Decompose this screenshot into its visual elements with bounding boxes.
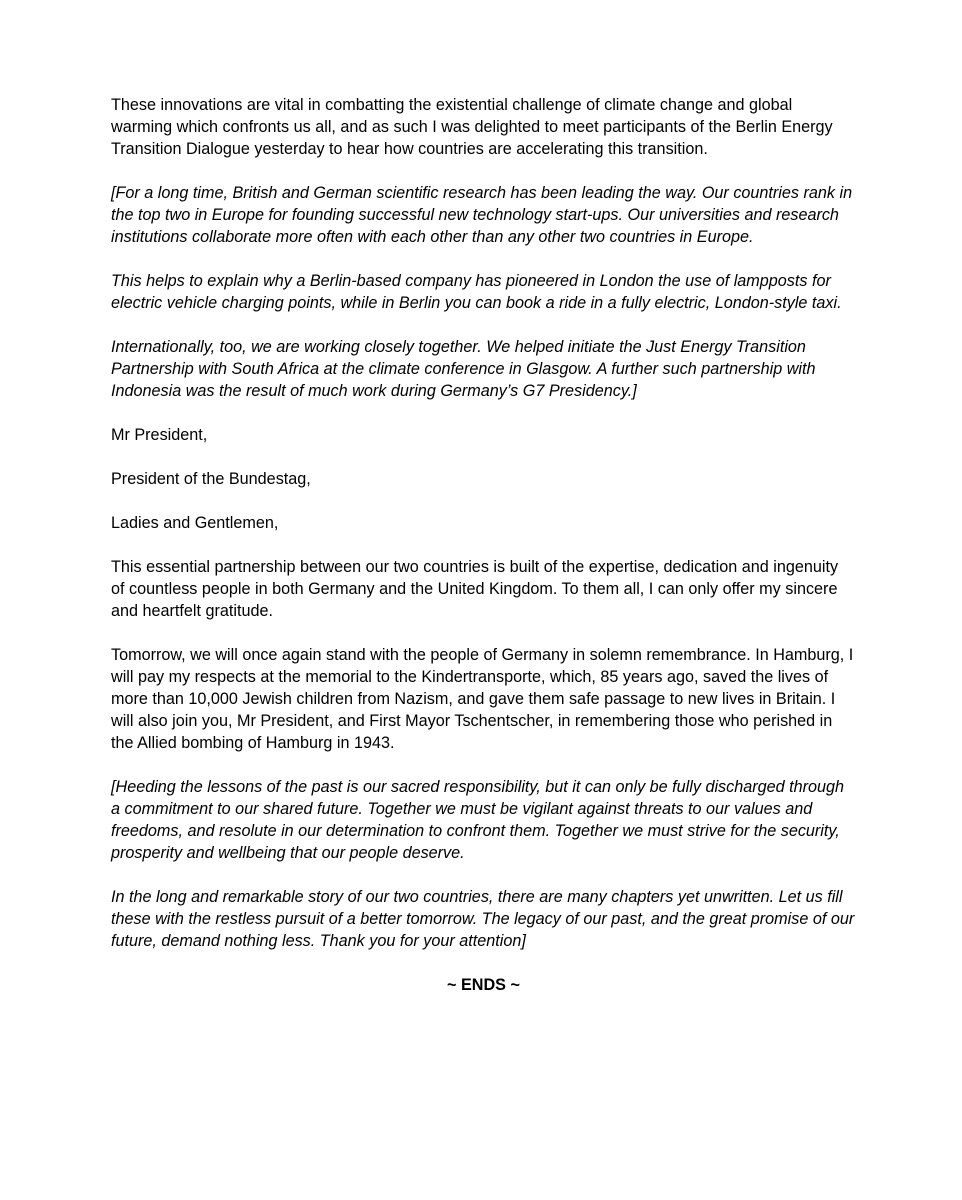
salutation-ladies-gentlemen: Ladies and Gentlemen,	[111, 514, 279, 532]
paragraph-lessons-of-past: [Heeding the lessons of the past is our sacred responsibility, but it can only be fully discharged through a commitment to our shared future. Together we must be vigilant against threats to our values and freedoms, and resolute in our determination to confront them. Together we must strive for the security, prosperity and wellbeing that our people deserve.	[111, 778, 845, 862]
paragraph-partnership: This essential partnership between our two countries is built of the expertise, dedication and ingenuity of countless people in both Germany and the United Kingdom. To them all, I can only offer my sincere and heartfelt gratitude.	[111, 558, 839, 620]
ends-marker: ~ ENDS ~	[447, 976, 520, 994]
paragraph-international: Internationally, too, we are working closely together. We helped initiate the Just Energy Transition Partnership with South Africa at the climate conference in Glasgow. A further such partnership with Indonesia was the result of much work during Germany’s G7 Presidency.]	[111, 338, 816, 400]
salutation-bundestag: President of the Bundestag,	[111, 470, 311, 488]
paragraph-lampposts: This helps to explain why a Berlin-based company has pioneered in London the use of lampposts for electric vehicle charging points, while in Berlin you can book a ride in a fully electric, London-style taxi.	[111, 272, 842, 312]
salutation-mr-president: Mr President,	[111, 426, 208, 444]
paragraph-closing-remarks: In the long and remarkable story of our two countries, there are many chapters yet unwritten. Let us fill these with the restless pursuit of a better tomorrow. The legacy of our past, and the great promise of our future, demand nothing less. Thank you for your attention]	[111, 888, 855, 950]
paragraph-scientific-research: [For a long time, British and German scientific research has been leading the way. Our countries rank in the top two in Europe for founding successful new technology start-ups. Our universities and research institutions collaborate more often with each other than any other two countries in Europe.	[111, 184, 853, 246]
paragraph-remembrance: Tomorrow, we will once again stand with the people of Germany in solemn remembrance. In Hamburg, I will pay my respects at the memorial to the Kindertransporte, which, 85 years ago, saved the lives of more than 10,000 Jewish children from Nazism, and gave them safe passage to new lives in Britain. I will also join you, Mr President, and First Mayor Tschentscher, in remembering those who perished in the Allied bombing of Hamburg in 1943.	[111, 646, 854, 752]
document-page	[111, 94, 856, 996]
paragraph-innovations: These innovations are vital in combatting the existential challenge of climate change and global warming which confronts us all, and as such I was delighted to meet participants of the Berlin Energy Transition Dialogue yesterday to hear how countries are accelerating this transition.	[111, 96, 833, 158]
